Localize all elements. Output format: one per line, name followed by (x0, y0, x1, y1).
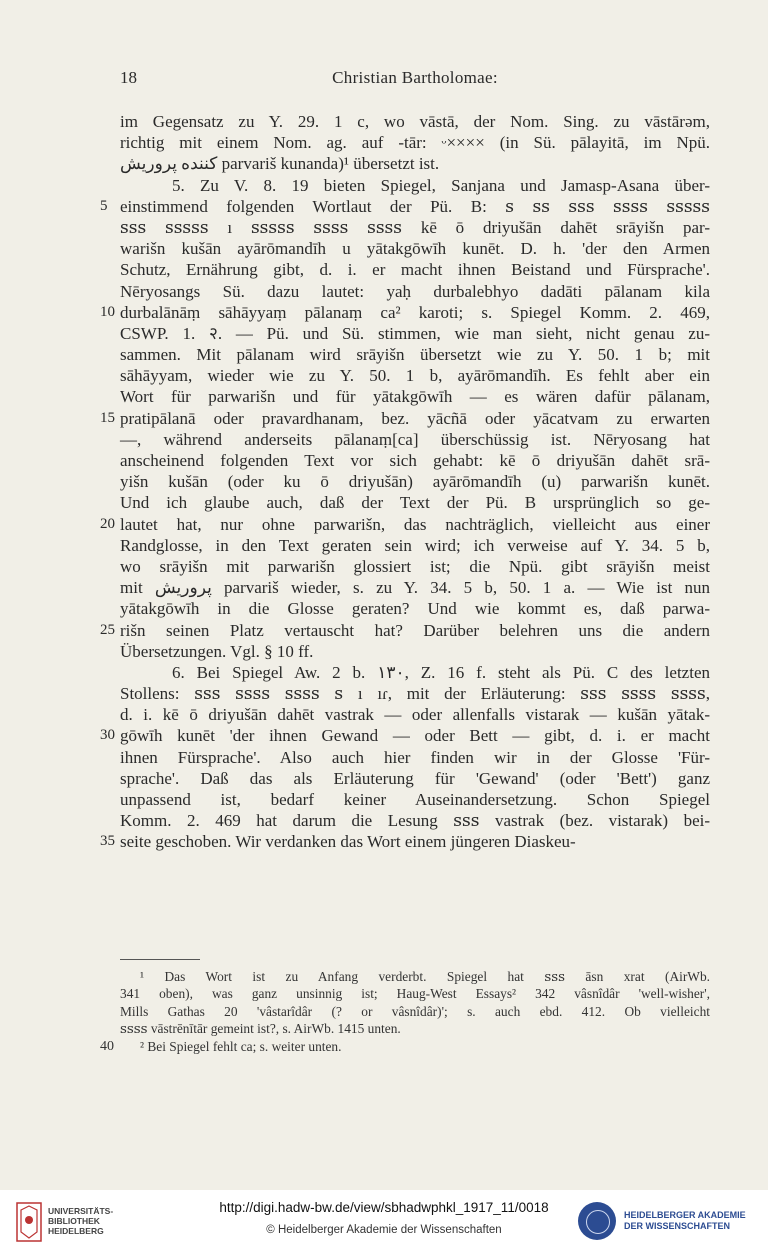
body-line (100, 620, 710, 641)
body-line (120, 344, 710, 365)
body-line (120, 429, 710, 450)
body-line-text: —, während anderseits pālanaṃ[ca] überschüssig ist. Nēryosang hat (120, 429, 710, 449)
running-header (120, 68, 710, 92)
body-line-text: كننده پروريش parvariš kunanda)¹ übersetzt ist. (120, 154, 440, 174)
body-line (100, 408, 710, 429)
body-line (120, 132, 710, 153)
body-line (120, 175, 710, 196)
body-line-text: lautet hat, nur ohne parwarišn, das nachträglich, vielleicht aus einer (120, 514, 710, 534)
body-line-text: sāhāyyam, wieder wie zu Y. 50. 1 b, ayārōmandīh. Es fehlt aber ein (120, 366, 710, 386)
body-line-text: ꜱꜱꜱ ꜱꜱꜱꜱꜱ ı ꜱꜱꜱꜱꜱ ꜱꜱꜱꜱ ꜱꜱꜱꜱ kē ō driyušān dahēt srāyišn par- (120, 217, 710, 237)
running-title: Christian Bartholomae: (332, 68, 498, 87)
page-number: 18 (120, 68, 137, 87)
body-line-text: 5. Zu V. 8. 19 bieten Spiegel, Sanjana und Jamasp-Asana über- (172, 175, 710, 195)
body-line (100, 514, 710, 535)
body-line-text: Randglosse, in den Text geraten sein wird; ich verweise auf Y. 34. 5 b, (120, 535, 710, 555)
library-logo-text: UNIVERSITÄTS- BIBLIOTHEK HEIDELBERG (48, 1206, 114, 1236)
line-number: 10 (100, 303, 115, 320)
body-line (120, 323, 710, 344)
body-line (120, 641, 710, 662)
body-line-text: d. i. kē ō driyušān dahēt vastrak — oder allenfalls vistarak — kušān yātak- (120, 705, 710, 725)
body-line-text: richtig mit einem Nom. ag. auf -tār: ⁠ᵕ×××× (in Sü. pālayitā, im Npü. (120, 133, 710, 153)
body-line (120, 365, 710, 386)
body-line (120, 662, 710, 683)
body-line-text: im Gegensatz zu Y. 29. 1 c, wo vāstā, der Nom. Sing. zu vāstārəm, (120, 112, 710, 131)
body-line-text: ihnen Fürsprache'. Also auch hier finden wir in der Glosse 'Für- (120, 747, 710, 767)
body-line (120, 810, 710, 831)
copyright-notice: © Heidelberger Akademie der Wissenschaften (266, 1224, 502, 1236)
footnote-rule (120, 959, 200, 960)
body-line (120, 704, 710, 725)
body-line (120, 577, 710, 598)
body-line (120, 492, 710, 513)
body-line-text: Nēryosangs Sü. dazu lautet: yaḥ durbalebhyo dadāti pālanam kila (120, 281, 710, 301)
body-line-text: Übersetzungen. Vgl. § 10 ff. (120, 641, 314, 661)
footnotes (100, 968, 710, 1055)
body-line (120, 789, 710, 810)
body-line (120, 281, 710, 302)
body-line (100, 725, 710, 746)
body-line-text: gōwīh kunēt 'der ihnen Gewand — oder Bett — gibt, d. i. er macht (120, 726, 710, 746)
footnote-line-text: 341 oben), was ganz unsinnig ist; Haug-West Essays² 342 vâsnîdâr 'well-wisher', (120, 986, 710, 1002)
body-line-text: sprache'. Daß das als Erläuterung für 'Gewand' (oder 'Bett') ganz (120, 768, 710, 788)
body-line-text: yātakgōwīh in die Glosse geraten? Und wie kommt es, daß parwa- (120, 599, 710, 619)
body-line-text: Und ich glaube auch, daß der Text der Pü. B ursprünglich so ge- (120, 493, 710, 513)
body-line (100, 831, 710, 852)
body-line-text: rišn seinen Platz vertauscht hat? Darüber belehren uns die andern (120, 620, 710, 640)
permalink-url[interactable]: http://digi.hadw-bw.de/view/sbhadwphkl_1917_11/0018 (219, 1200, 549, 1215)
body-line (120, 556, 710, 577)
line-number: 5 (100, 197, 108, 214)
body-line (120, 111, 710, 132)
line-number: 30 (100, 727, 115, 744)
body-line (120, 386, 710, 407)
body-line (120, 450, 710, 471)
body-line-text: CSWP. 1. २. — Pü. und Sü. stimmen, wie man sieht, nicht genau zu- (120, 323, 710, 343)
line-number: 15 (100, 409, 115, 426)
body-line (120, 259, 710, 280)
footnote-line (120, 1020, 710, 1037)
footnote-line (100, 1038, 710, 1055)
body-text (100, 111, 710, 853)
line-number: 20 (100, 515, 115, 532)
body-line (120, 598, 710, 619)
body-line-text: unpassend ist, bedarf keiner Auseinandersetzung. Schon Spiegel (120, 790, 710, 809)
body-line-text: Schutz, Ernährung gibt, d. i. er macht ihnen Beistand und Fürsprache'. (120, 260, 710, 280)
body-line-text: Stollens: ꜱꜱꜱ ꜱꜱꜱꜱ ꜱꜱꜱꜱ ꜱ ı ıɾ, mit der Erläuterung: ꜱꜱꜱ ꜱꜱꜱꜱ ꜱꜱꜱꜱ, (120, 684, 710, 704)
body-line-text: wo srāyišn mit parwarišn glossiert ist; die Npü. gibt srāyišn meist (120, 556, 710, 576)
body-line-text: warišn kušān ayārōmandīh u yātakgōwīh kunēt. D. h. 'der den Armen (120, 239, 710, 259)
body-line (120, 238, 710, 259)
footnote-line (120, 1003, 710, 1020)
line-number: 40 (100, 1038, 114, 1054)
footnote-line (120, 968, 710, 985)
body-line-text: Wort für parwarišn und für yātakgōwīh — es wären dafür pālanam, (120, 387, 710, 407)
body-line (100, 196, 710, 217)
academy-logo[interactable] (578, 1198, 760, 1246)
academy-logo-text: HEIDELBERGER AKADEMIE DER WISSENSCHAFTEN (624, 1210, 746, 1231)
body-line-text: sammen. Mit pālanam wird srāyišn übersetzt wie zu Y. 50. 1 b; mit (120, 345, 710, 365)
body-line-text: 6. Bei Spiegel Aw. 2 b. ١٣٠, Z. 16 f. steht als Pü. C des letzten (172, 662, 710, 682)
body-line (120, 747, 710, 768)
body-line-text: seite geschoben. Wir verdanken das Wort einem jüngeren Diaskeu- (120, 832, 576, 852)
viewer-footer (0, 1190, 768, 1254)
footnote-line-text: ꜱꜱꜱꜱ vāstrēnītār gemeint ist?, s. AirWb. 1415 unten. (120, 1021, 401, 1037)
body-line-text: einstimmend folgenden Wortlaut der Pü. B: ꜱ ꜱꜱ ꜱꜱꜱ ꜱꜱꜱꜱ ꜱꜱꜱꜱꜱ (120, 196, 710, 216)
academy-seal-icon (578, 1202, 616, 1240)
body-line (120, 471, 710, 492)
body-line-text: mit پروريش parvariš wieder, s. zu Y. 34. 5 b, 50. 1 a. — Wie ist nun (120, 578, 710, 598)
footnote-line-text: ¹ Das Wort ist zu Anfang verderbt. Spiegel hat ꜱꜱꜱ āsn xrat (AirWb. (140, 969, 710, 984)
body-line-text: anscheinend folgenden Text vor sich gehabt: kē ō driyušān dahēt srā- (120, 451, 710, 470)
footnote-line-text: ² Bei Spiegel fehlt ca; s. weiter unten. (140, 1038, 342, 1054)
body-line-text: pratipālanā oder pravardhanam, bez. yācñā oder yācatvam zu erwarten (120, 408, 710, 428)
body-line-text: yišn kušān (oder ku ō driyušān) ayārōmandīh (u) parwarišn kunēt. (120, 472, 710, 492)
body-line (120, 768, 710, 789)
line-number: 25 (100, 621, 115, 638)
body-line (120, 683, 710, 704)
line-number: 35 (100, 833, 115, 850)
footnote-line (120, 985, 710, 1002)
body-line-text: Komm. 2. 469 hat darum die Lesung ꜱꜱꜱ vastrak (bez. vistarak) bei- (120, 811, 710, 831)
body-line (120, 153, 710, 174)
body-line (120, 217, 710, 238)
body-line (120, 535, 710, 556)
footnote-line-text: Mills Gathas 20 'vâstarîdâr (? or vâsnîdâr)'; s. auch ebd. 412. Ob vielleicht (120, 1003, 710, 1019)
body-line (100, 302, 710, 323)
body-line-text: durbalānāṃ sāhāyyaṃ pālanaṃ ca² karoti; s. Spiegel Komm. 2. 469, (120, 302, 710, 322)
